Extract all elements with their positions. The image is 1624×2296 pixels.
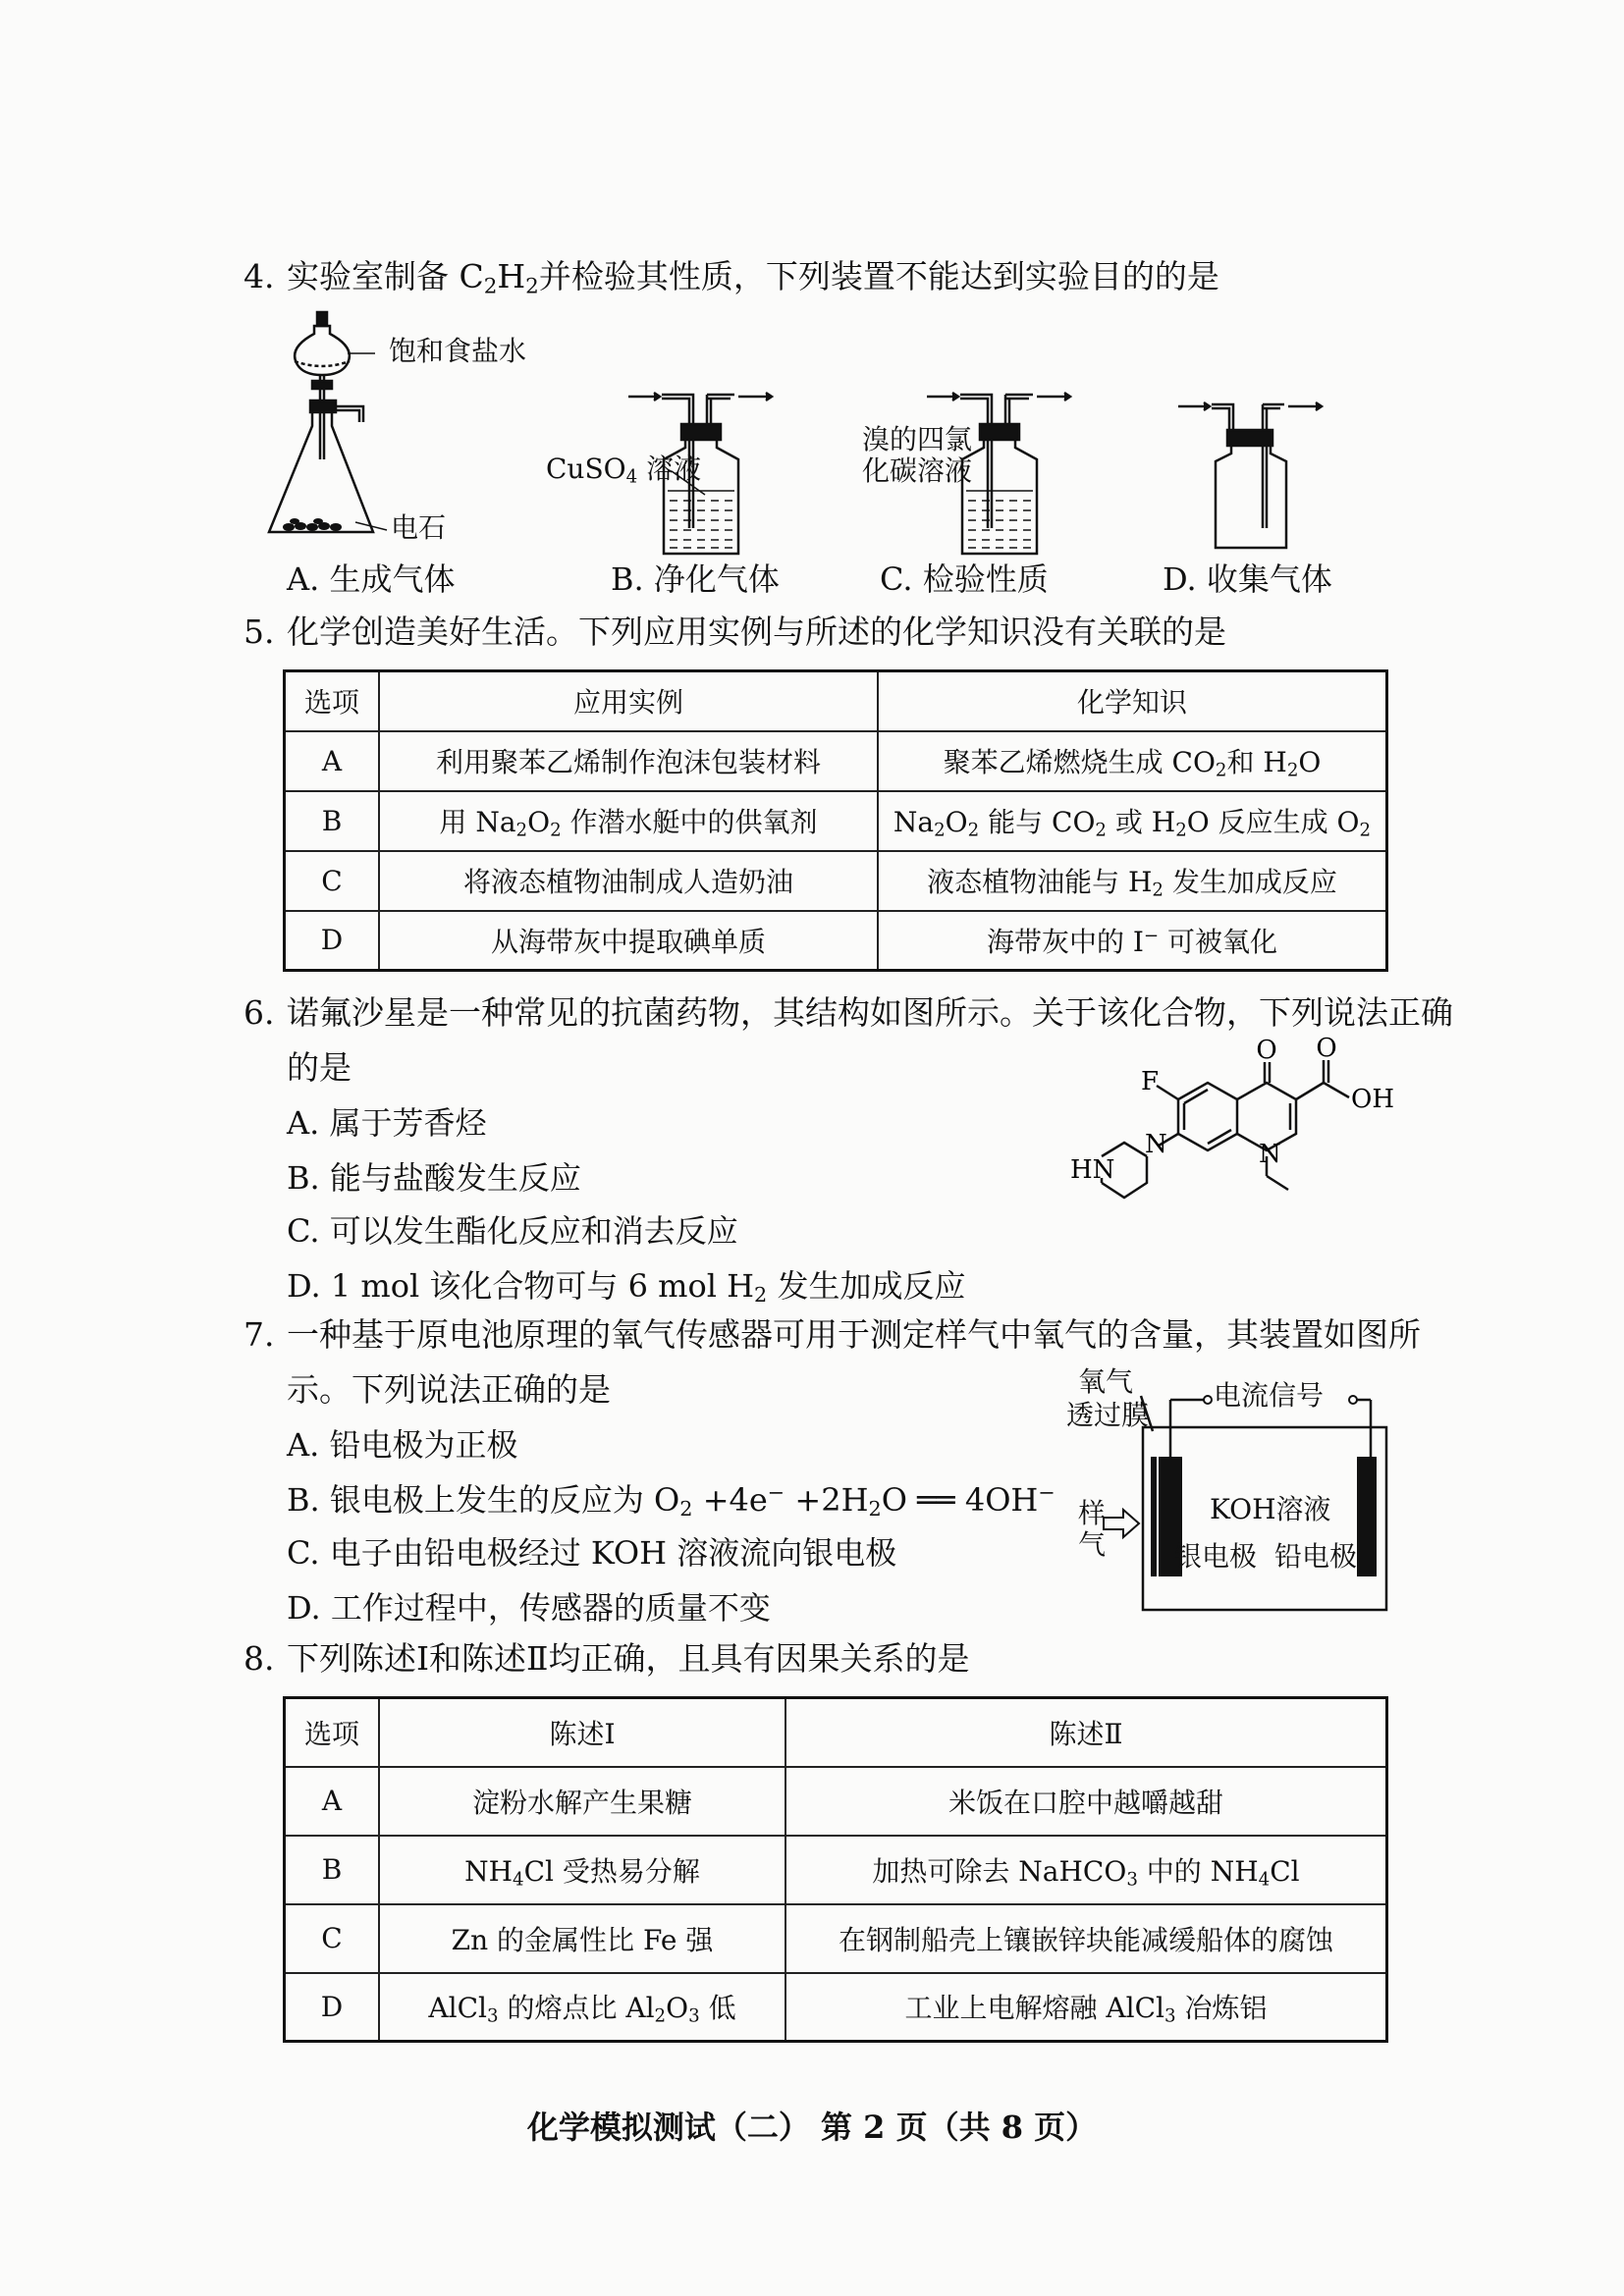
q6-option-b: B. 能与盐酸发生反应 bbox=[287, 1159, 581, 1197]
table-header-row bbox=[285, 1698, 1387, 1767]
table-row: D AlCl$_3$ 的熔点比 $Al_2O_3$ 低 工业上电解熔融 AlCl$_3$ 冶炼铝 bbox=[285, 1973, 1387, 2042]
q4-caption-a: A. 生成气体 bbox=[287, 561, 456, 598]
atom-n-piperazine: N bbox=[1145, 1130, 1167, 1159]
label-current-signal: 电流信号 bbox=[1214, 1379, 1325, 1412]
q7-stem-line1: 7. 一种基于原电池原理的氧气传感器可用于测定样气中氧气的含量，其装置如图所 bbox=[244, 1315, 1421, 1354]
q4-caption-d: D. 收集气体 bbox=[1163, 561, 1332, 598]
q8-stem: 8. 下列陈述Ⅰ和陈述Ⅱ均正确，且具有因果关系的是 bbox=[244, 1639, 970, 1678]
q5-table bbox=[283, 669, 1388, 972]
label-brine: 饱和食盐水 bbox=[389, 335, 527, 367]
label-sample-1: 样 bbox=[1078, 1497, 1107, 1529]
q6-option-a: A. 属于芳香烃 bbox=[287, 1104, 487, 1142]
header-application: 应用实例 bbox=[379, 671, 878, 731]
q8-table bbox=[283, 1696, 1388, 2043]
table-row: A 淀粉水解产生果糖 米饭在口腔中越嚼越甜 bbox=[285, 1767, 1387, 1836]
q6-option-c: C. 可以发生酯化反应和消去反应 bbox=[287, 1212, 738, 1250]
q5-stem: 5. 化学创造美好生活。下列应用实例与所述的化学知识没有关联的是 bbox=[244, 613, 1226, 651]
atom-oh: OH bbox=[1351, 1085, 1394, 1114]
label-br-2: 化碳溶液 bbox=[862, 454, 973, 487]
table-row: A 利用聚苯乙烯制作泡沫包装材料 聚苯乙烯燃烧生成 $CO_2$和 $H_2O$ bbox=[285, 731, 1387, 791]
q4-stem: 4. 实验室制备 $C_2H_2$并检验其性质，下列装置不能达到实验目的的是 bbox=[244, 257, 1219, 299]
norfloxacin-structure bbox=[1070, 1034, 1404, 1237]
atom-hn: HN bbox=[1070, 1155, 1115, 1185]
label-membrane-2: 透过膜 bbox=[1066, 1399, 1150, 1431]
atom-o-acid: O bbox=[1316, 1034, 1337, 1063]
table-row: B $NH_4Cl$ 受热易分解 加热可除去 NaHCO$_3$ 中的 $NH_4Cl$ bbox=[285, 1836, 1387, 1904]
label-carbide: 电石 bbox=[391, 511, 447, 544]
page-footer: 化学模拟测试（二） 第 2 页（共 8 页） bbox=[526, 2109, 1098, 2146]
label-ag-electrode: 银电极 bbox=[1174, 1540, 1258, 1573]
label-br-1: 溴的四氯 bbox=[862, 423, 973, 455]
q7-option-b: B. 银电极上发生的反应为 $O_2 +4e^- +2H_2O$ ══ 4OH− bbox=[287, 1480, 1056, 1522]
leader-cuso4 bbox=[672, 471, 711, 501]
header-knowledge: 化学知识 bbox=[878, 671, 1387, 731]
table-row: B 用 $Na_2O_2$ 作潜水艇中的供氧剂 $Na_2O_2$ 能与 $CO_2$ 或 $H_2O$ 反应生成 $O_2$ bbox=[285, 791, 1387, 851]
q6-stem-line1: 6. 诺氟沙星是一种常见的抗菌药物，其结构如图所示。关于该化合物，下列说法正确 bbox=[244, 993, 1453, 1032]
header-option: 选项 bbox=[285, 671, 380, 731]
apparatus-d-diagram bbox=[1176, 393, 1333, 550]
q7-stem-line2: 示。下列说法正确的是 bbox=[287, 1370, 611, 1409]
q7-option-c: C. 电子由铅电极经过 KOH 溶液流向银电极 bbox=[287, 1534, 897, 1572]
atom-f: F bbox=[1141, 1067, 1160, 1096]
q7-option-d: D. 工作过程中，传感器的质量不变 bbox=[287, 1589, 771, 1627]
q7-option-a: A. 铅电极为正极 bbox=[287, 1426, 518, 1464]
q4-caption-c: C. 检验性质 bbox=[880, 561, 1049, 598]
label-membrane-1: 氧气 bbox=[1078, 1365, 1134, 1398]
table-header-row bbox=[285, 671, 1387, 731]
label-sample-2: 气 bbox=[1078, 1528, 1107, 1561]
header-option: 选项 bbox=[285, 1698, 380, 1767]
q6-stem-line2: 的是 bbox=[287, 1048, 352, 1087]
label-cuso4: CuSO$_4$ 溶液 bbox=[546, 453, 702, 488]
header-statement-2: 陈述Ⅱ bbox=[785, 1698, 1387, 1767]
atom-o-keto: O bbox=[1256, 1036, 1277, 1065]
table-row: C 将液态植物油制成人造奶油 液态植物油能与 $H_2$ 发生加成反应 bbox=[285, 851, 1387, 911]
atom-n-ring: N bbox=[1259, 1140, 1281, 1169]
q4-caption-b: B. 净化气体 bbox=[611, 561, 780, 598]
table-row: C Zn 的金属性比 Fe 强 在钢制船壳上镶嵌锌块能减缓船体的腐蚀 bbox=[285, 1904, 1387, 1973]
header-statement-1: 陈述Ⅰ bbox=[379, 1698, 785, 1767]
q6-option-d: D. 1 mol 该化合物可与 6 mol $H_2$ 发生加成反应 bbox=[287, 1267, 966, 1308]
table-row: D 从海带灰中提取碘单质 海带灰中的 I− 可被氧化 bbox=[285, 911, 1387, 971]
label-koh: KOH溶液 bbox=[1210, 1493, 1331, 1525]
label-pb-electrode: 铅电极 bbox=[1274, 1540, 1358, 1573]
